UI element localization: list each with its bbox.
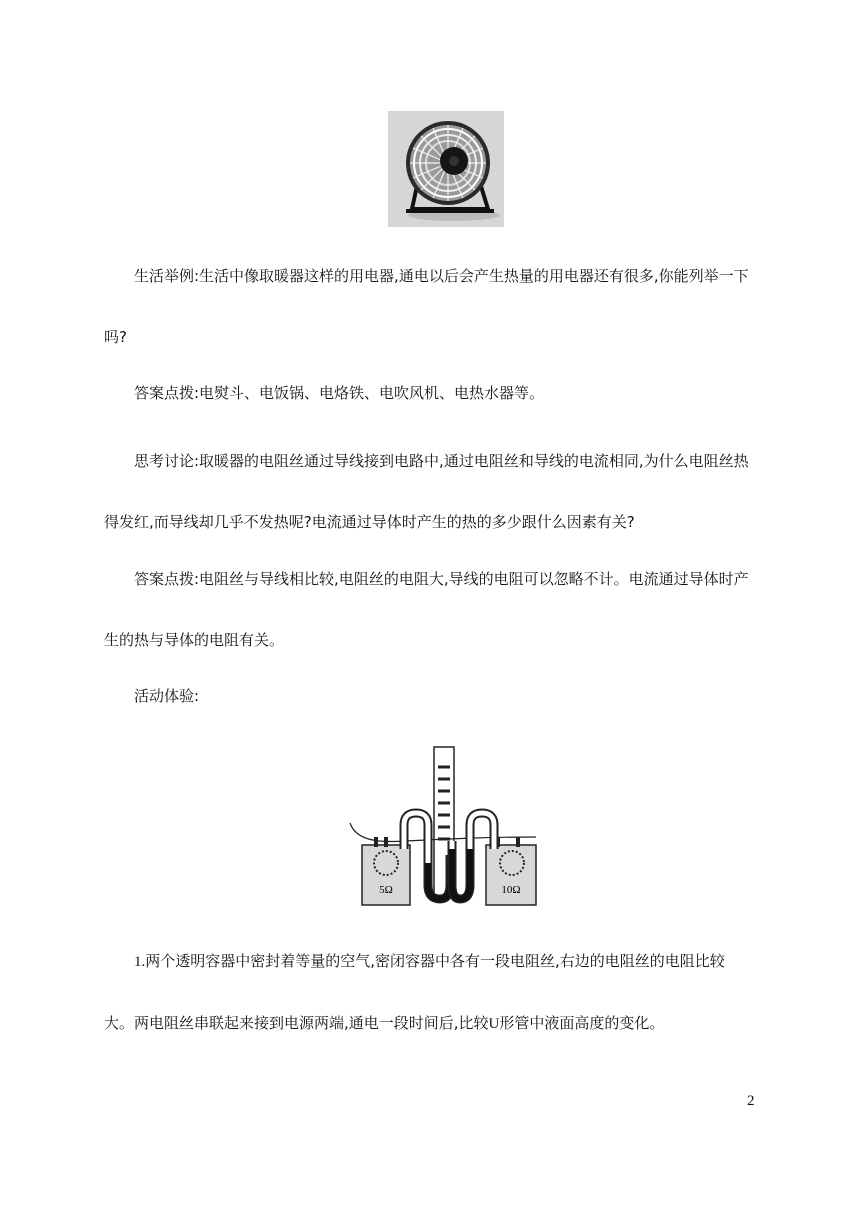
paragraph-answer-2 (104, 549, 754, 671)
heater-photo (388, 111, 504, 227)
experiment-diagram (346, 745, 540, 911)
item-1-text-a: 两个透明容器中密封着等量的空气,密闭容器中各有一段电阻丝,右边的电阻丝的电阻比较大。两电阻丝串联起来接到电源两端,通电一段时间后,比较 (104, 952, 725, 1032)
paragraph-answer-1-text: 答案点拨:电熨斗、电饭锅、电烙铁、电吹风机、电热水器等。 (134, 384, 545, 402)
item-1-number: 1. (134, 954, 146, 970)
paragraph-example-text: 生活举例:生活中像取暖器这样的用电器,通电以后会产生热量的用电器还有很多,你能列举一下吗? (104, 267, 749, 346)
paragraph-answer-1 (104, 363, 754, 424)
left-resistor-label: 5Ω (379, 884, 393, 896)
item-1-text-b: 形管中液面高度的变化。 (499, 1014, 665, 1032)
paragraph-activity-text: 活动体验: (134, 687, 200, 705)
u-tube-apparatus-icon (346, 745, 540, 911)
item-1-u: U (488, 1016, 500, 1032)
paragraph-item-1 (104, 931, 754, 1055)
paragraph-discussion (104, 431, 754, 553)
paragraph-answer-2-text: 答案点拨:电阻丝与导线相比较,电阻丝的电阻大,导线的电阻可以忽略不计。电流通过导体时产生的热与导体的电阻有关。 (104, 570, 749, 649)
paragraph-activity (104, 666, 754, 727)
heater-icon (388, 111, 504, 227)
page-number: 2 (747, 1093, 755, 1109)
paragraph-discussion-text: 思考讨论:取暖器的电阻丝通过导线接到电路中,通过电阻丝和导线的电流相同,为什么电阻丝热得发红,而导线却几乎不发热呢?电流通过导体时产生的热的多少跟什么因素有关? (104, 452, 749, 531)
paragraph-example (104, 246, 754, 368)
right-resistor-label: 10Ω (501, 884, 521, 896)
